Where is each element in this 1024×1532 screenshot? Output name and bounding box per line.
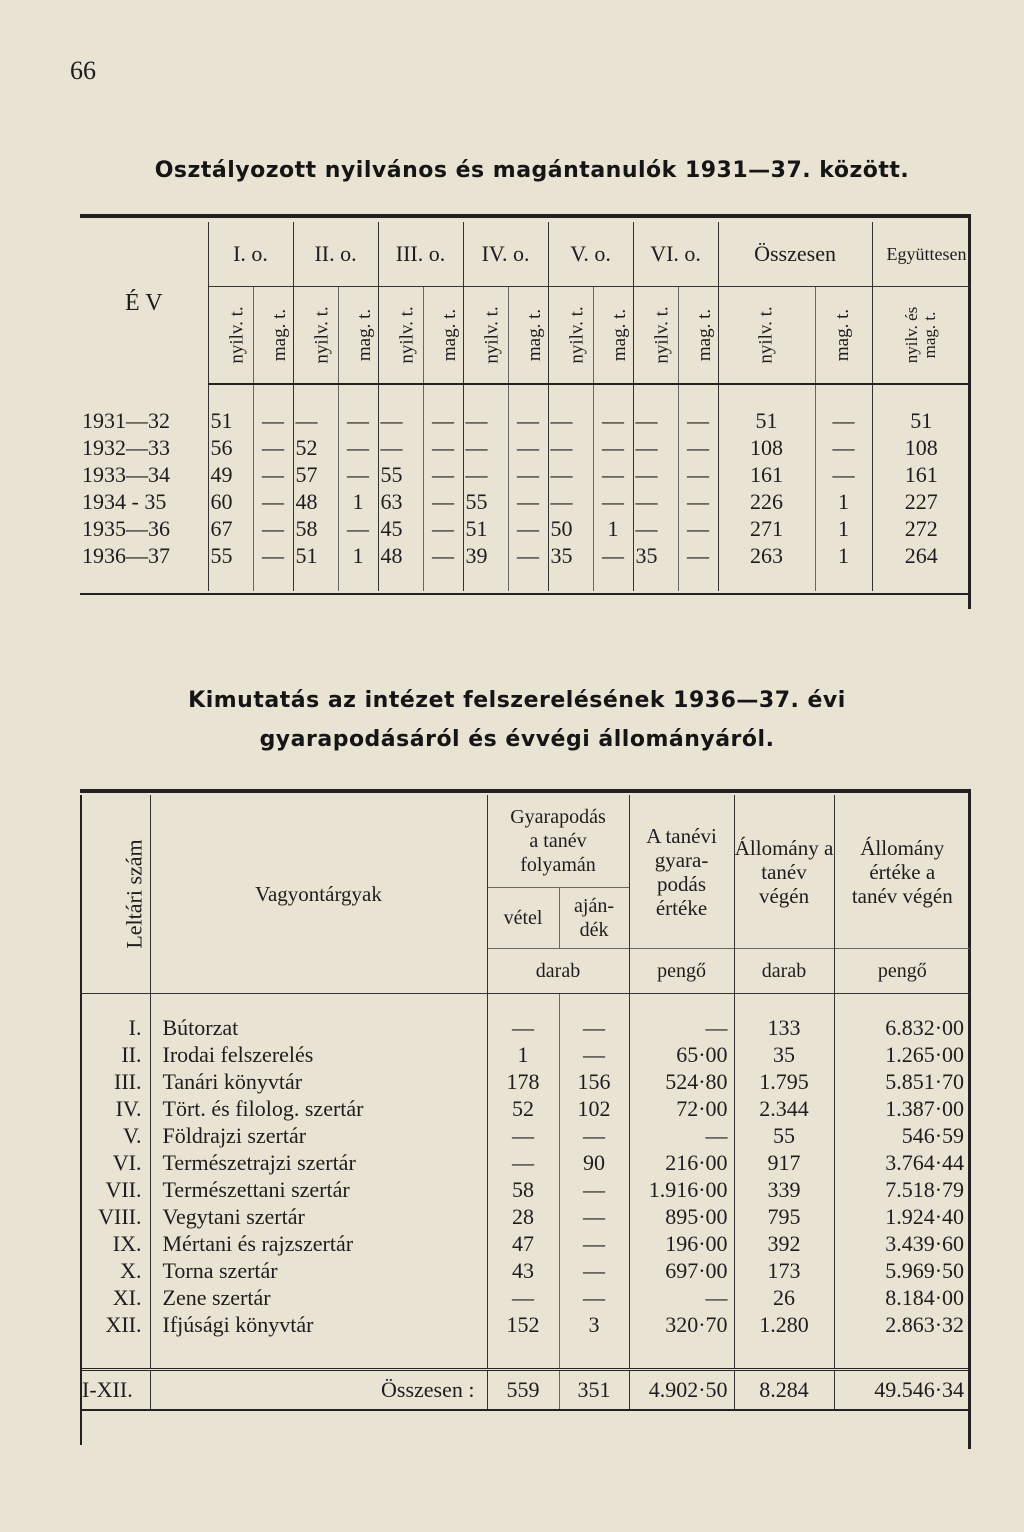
count-cell: — <box>593 434 633 461</box>
stock-value-cell: 2.863·32 <box>834 1311 970 1338</box>
group-header: III. o. <box>378 222 463 287</box>
group-header: IV. o. <box>463 222 548 287</box>
item-name-cell: Torna szertár <box>150 1257 487 1284</box>
item-name-cell: Természettani szertár <box>150 1176 487 1203</box>
count-cell: — <box>633 461 678 488</box>
table2-title-line1: Kimutatás az intézet felszerelésének 1936—37. évi <box>188 688 846 713</box>
growth-value-header: A tanévi gyara- podás értéke <box>629 795 734 949</box>
growth-header: Gyarapodás a tanév folyamán <box>487 795 629 888</box>
item-name-cell: Természetrajzi szertár <box>150 1149 487 1176</box>
count-cell: 50 <box>548 515 593 542</box>
item-name-cell: Mértani és rajzszertár <box>150 1230 487 1257</box>
sub-private: mag. t. <box>353 308 375 362</box>
table1-title: Osztályozott nyilvános és magántanulók 1931—37. között. <box>154 158 910 183</box>
growth-value-cell: 524·80 <box>629 1068 734 1095</box>
count-cell: — <box>423 461 463 488</box>
sub-public: nyilv. t. <box>755 306 777 364</box>
growth-value-cell: — <box>629 1284 734 1311</box>
count-cell: 161 <box>872 461 970 488</box>
count-cell: — <box>338 461 378 488</box>
count-cell: — <box>508 515 548 542</box>
count-cell: 264 <box>872 542 970 569</box>
count-cell: 49 <box>208 461 253 488</box>
count-cell: 108 <box>872 434 970 461</box>
count-cell: 51 <box>463 515 508 542</box>
item-name-cell: Ifjúsági könyvtár <box>150 1311 487 1338</box>
sub-public: nyilv. t. <box>226 306 248 364</box>
stock-value-cell: 1.924·40 <box>834 1203 970 1230</box>
inventory-row <box>80 1284 970 1311</box>
count-cell: 161 <box>718 461 815 488</box>
count-cell: — <box>423 515 463 542</box>
inventory-number-cell: V. <box>122 1123 142 1148</box>
count-cell: — <box>508 488 548 515</box>
count-cell: — <box>678 488 718 515</box>
inventory-row <box>80 1176 970 1203</box>
count-cell: — <box>463 461 508 488</box>
count-cell: 55 <box>378 461 423 488</box>
year-cell: 1936—37 <box>82 543 170 568</box>
year-row <box>80 434 970 461</box>
count-cell: 45 <box>378 515 423 542</box>
count-cell: — <box>253 434 293 461</box>
group-header: V. o. <box>548 222 633 287</box>
inventory-row <box>80 1014 970 1041</box>
count-cell: — <box>253 461 293 488</box>
sub-public: nyilv. t. <box>651 306 673 364</box>
inventory-row <box>80 1230 970 1257</box>
count-cell: — <box>815 434 872 461</box>
growth-value-cell: — <box>629 1122 734 1149</box>
count-cell: — <box>633 407 678 434</box>
count-cell: — <box>378 407 423 434</box>
count-cell: 1 <box>593 515 633 542</box>
total-number: I-XII. <box>80 1370 150 1411</box>
count-cell: 1 <box>815 542 872 569</box>
purchase-cell: 1 <box>487 1041 559 1068</box>
group-header: VI. o. <box>633 222 718 287</box>
count-cell: — <box>338 515 378 542</box>
item-name-cell: Irodai felszerelés <box>150 1041 487 1068</box>
year-cell: 1935—36 <box>82 516 170 541</box>
growth-value-cell: 216·00 <box>629 1149 734 1176</box>
total-stock: 8.284 <box>734 1370 834 1411</box>
group-header: Összesen <box>718 222 872 287</box>
count-cell: — <box>293 407 338 434</box>
count-cell: 1 <box>338 542 378 569</box>
inventory-row <box>80 1257 970 1284</box>
count-cell: — <box>253 542 293 569</box>
year-row <box>80 461 970 488</box>
count-cell: 55 <box>463 488 508 515</box>
count-cell: — <box>678 515 718 542</box>
count-cell: — <box>593 407 633 434</box>
count-cell: — <box>508 461 548 488</box>
inventory-row <box>80 1122 970 1149</box>
count-cell: — <box>378 434 423 461</box>
inventory-number-cell: XII. <box>105 1312 142 1337</box>
year-cell: 1934 - 35 <box>82 489 167 514</box>
count-cell: — <box>338 434 378 461</box>
stock-cell: 339 <box>734 1176 834 1203</box>
count-cell: 57 <box>293 461 338 488</box>
count-cell: — <box>423 434 463 461</box>
count-cell: 60 <box>208 488 253 515</box>
item-name-cell: Bútorzat <box>150 1014 487 1041</box>
students-table <box>80 222 970 591</box>
count-cell: 35 <box>633 542 678 569</box>
sub-private: mag. t. <box>523 308 545 362</box>
gift-cell: 90 <box>559 1149 629 1176</box>
sub-private: mag. t. <box>608 308 630 362</box>
inventory-number-cell: XI. <box>112 1285 142 1310</box>
count-cell: — <box>253 407 293 434</box>
inventory-number-cell: IV. <box>115 1096 142 1121</box>
table2-title-line2: gyarapodásáról és évvégi állományáról. <box>259 727 775 752</box>
stock-cell: 917 <box>734 1149 834 1176</box>
inventory-number-cell: X. <box>120 1258 142 1283</box>
count-cell: — <box>548 434 593 461</box>
inventory-row <box>80 1068 970 1095</box>
stock-cell: 795 <box>734 1203 834 1230</box>
item-name-cell: Földrajzi szertár <box>150 1122 487 1149</box>
growth-value-cell: — <box>629 1014 734 1041</box>
page-number: 66 <box>70 56 96 85</box>
count-cell: 51 <box>293 542 338 569</box>
items-header: Vagyontárgyak <box>150 795 487 994</box>
count-cell: — <box>593 488 633 515</box>
count-cell: 55 <box>208 542 253 569</box>
count-cell: — <box>338 407 378 434</box>
inventory-number-cell: VIII. <box>98 1204 142 1229</box>
count-cell: 67 <box>208 515 253 542</box>
count-cell: — <box>463 407 508 434</box>
count-cell: 1 <box>815 488 872 515</box>
stock-cell: 133 <box>734 1014 834 1041</box>
year-cell: 1933—34 <box>82 462 170 487</box>
total-stock-value: 49.546·34 <box>834 1370 970 1411</box>
inventory-row <box>80 1095 970 1122</box>
count-cell: — <box>633 515 678 542</box>
stock-value-cell: 3.439·60 <box>834 1230 970 1257</box>
inventory-table <box>80 795 970 1411</box>
purchase-cell: 28 <box>487 1203 559 1230</box>
total-growth-value: 4.902·50 <box>629 1370 734 1411</box>
item-name-cell: Vegytani szertár <box>150 1203 487 1230</box>
count-cell: — <box>548 488 593 515</box>
count-cell: — <box>815 407 872 434</box>
inventory-row <box>80 1041 970 1068</box>
count-cell: — <box>678 407 718 434</box>
count-cell: 48 <box>293 488 338 515</box>
growth-value-cell: 320·70 <box>629 1311 734 1338</box>
count-cell: 48 <box>378 542 423 569</box>
inventory-number-cell: II. <box>121 1042 142 1067</box>
gift-cell: 102 <box>559 1095 629 1122</box>
count-cell: — <box>815 461 872 488</box>
count-cell: — <box>593 542 633 569</box>
gift-cell: — <box>559 1041 629 1068</box>
stock-value-cell: 6.832·00 <box>834 1014 970 1041</box>
sub-together: nyilv. és mag. t. <box>902 306 940 363</box>
gift-cell: — <box>559 1014 629 1041</box>
count-cell: — <box>423 407 463 434</box>
growth-value-cell: 895·00 <box>629 1203 734 1230</box>
item-name-cell: Tört. és filolog. szertár <box>150 1095 487 1122</box>
gift-cell: 156 <box>559 1068 629 1095</box>
count-cell: 51 <box>872 407 970 434</box>
gift-cell: — <box>559 1284 629 1311</box>
total-gift: 351 <box>559 1370 629 1411</box>
stock-value-header: Állomány értéke a tanév végén <box>834 795 970 949</box>
year-row <box>80 407 970 434</box>
gift-header: aján- dék <box>559 888 629 949</box>
count-cell: 51 <box>208 407 253 434</box>
growth-value-cell: 196·00 <box>629 1230 734 1257</box>
count-cell: 227 <box>872 488 970 515</box>
count-cell: — <box>548 407 593 434</box>
stock-cell: 26 <box>734 1284 834 1311</box>
sub-public: nyilv. t. <box>481 306 503 364</box>
gift-cell: — <box>559 1230 629 1257</box>
inventory-row <box>80 1311 970 1338</box>
stock-cell: 1.280 <box>734 1311 834 1338</box>
group-header: I. o. <box>208 222 293 287</box>
gift-cell: — <box>559 1203 629 1230</box>
sub-private: mag. t. <box>438 308 460 362</box>
count-cell: — <box>633 434 678 461</box>
gift-cell: — <box>559 1122 629 1149</box>
stock-value-cell: 1.265·00 <box>834 1041 970 1068</box>
sub-public: nyilv. t. <box>396 306 418 364</box>
year-row <box>80 488 970 515</box>
stock-value-cell: 546·59 <box>834 1122 970 1149</box>
together-header: Együttesen <box>872 222 970 287</box>
sub-private: mag. t. <box>268 308 290 362</box>
stock-value-cell: 3.764·44 <box>834 1149 970 1176</box>
inventory-row <box>80 1203 970 1230</box>
total-row <box>80 1370 970 1411</box>
unit-pengo2: pengő <box>834 949 970 994</box>
inventory-number-cell: VII. <box>105 1177 142 1202</box>
stock-value-cell: 7.518·79 <box>834 1176 970 1203</box>
gift-cell: — <box>559 1257 629 1284</box>
growth-value-cell: 697·00 <box>629 1257 734 1284</box>
growth-value-cell: 72·00 <box>629 1095 734 1122</box>
stock-cell: 35 <box>734 1041 834 1068</box>
growth-value-cell: 1.916·00 <box>629 1176 734 1203</box>
year-cell: 1931—32 <box>82 408 170 433</box>
stock-cell: 392 <box>734 1230 834 1257</box>
sub-public: nyilv. t. <box>311 306 333 364</box>
stock-header: Állomány a tanév végén <box>734 795 834 949</box>
count-cell: 226 <box>718 488 815 515</box>
count-cell: — <box>508 407 548 434</box>
year-cell: 1932—33 <box>82 435 170 460</box>
table1-top-rule <box>80 214 970 218</box>
stock-cell: 55 <box>734 1122 834 1149</box>
item-name-cell: Zene szertár <box>150 1284 487 1311</box>
count-cell: — <box>678 434 718 461</box>
count-cell: — <box>633 488 678 515</box>
purchase-header: vétel <box>487 888 559 949</box>
count-cell: — <box>678 542 718 569</box>
year-row <box>80 542 970 569</box>
purchase-cell: 47 <box>487 1230 559 1257</box>
count-cell: — <box>253 488 293 515</box>
purchase-cell: — <box>487 1122 559 1149</box>
growth-value-cell: 65·00 <box>629 1041 734 1068</box>
count-cell: — <box>253 515 293 542</box>
count-cell: 39 <box>463 542 508 569</box>
count-cell: — <box>548 461 593 488</box>
count-cell: 1 <box>815 515 872 542</box>
purchase-cell: 58 <box>487 1176 559 1203</box>
count-cell: 52 <box>293 434 338 461</box>
unit-piece2: darab <box>734 949 834 994</box>
stock-value-cell: 1.387·00 <box>834 1095 970 1122</box>
inventory-number-cell: III. <box>114 1069 142 1094</box>
count-cell: — <box>678 461 718 488</box>
count-cell: 63 <box>378 488 423 515</box>
purchase-cell: — <box>487 1284 559 1311</box>
gift-cell: 3 <box>559 1311 629 1338</box>
gift-cell: — <box>559 1176 629 1203</box>
count-cell: — <box>423 542 463 569</box>
stock-value-cell: 8.184·00 <box>834 1284 970 1311</box>
unit-pengo: pengő <box>629 949 734 994</box>
count-cell: 51 <box>718 407 815 434</box>
count-cell: 35 <box>548 542 593 569</box>
inventory-number-cell: I. <box>128 1015 142 1040</box>
inventory-number-cell: VI. <box>112 1150 142 1175</box>
count-cell: — <box>508 434 548 461</box>
table2-top-rule <box>80 789 970 793</box>
count-cell: — <box>423 488 463 515</box>
group-header: II. o. <box>293 222 378 287</box>
count-cell: 272 <box>872 515 970 542</box>
item-name-cell: Tanári könyvtár <box>150 1068 487 1095</box>
purchase-cell: 52 <box>487 1095 559 1122</box>
unit-piece: darab <box>487 949 629 994</box>
count-cell: — <box>508 542 548 569</box>
total-purchase: 559 <box>487 1370 559 1411</box>
purchase-cell: — <box>487 1149 559 1176</box>
table1-bottom-rule <box>80 593 970 595</box>
stock-value-cell: 5.851·70 <box>834 1068 970 1095</box>
purchase-cell: 152 <box>487 1311 559 1338</box>
inventory-number-header: Leltári szám <box>121 839 147 949</box>
count-cell: 56 <box>208 434 253 461</box>
purchase-cell: — <box>487 1014 559 1041</box>
purchase-cell: 43 <box>487 1257 559 1284</box>
count-cell: 58 <box>293 515 338 542</box>
year-header: É V <box>124 289 163 316</box>
inventory-row <box>80 1149 970 1176</box>
stock-cell: 173 <box>734 1257 834 1284</box>
count-cell: 108 <box>718 434 815 461</box>
sub-private: mag. t. <box>693 308 715 362</box>
count-cell: 263 <box>718 542 815 569</box>
count-cell: 271 <box>718 515 815 542</box>
sub-public: nyilv. t. <box>566 306 588 364</box>
stock-value-cell: 5.969·50 <box>834 1257 970 1284</box>
inventory-number-cell: IX. <box>112 1231 142 1256</box>
stock-cell: 1.795 <box>734 1068 834 1095</box>
year-row <box>80 515 970 542</box>
sub-private: mag. t. <box>832 308 854 362</box>
count-cell: 1 <box>338 488 378 515</box>
stock-cell: 2.344 <box>734 1095 834 1122</box>
count-cell: — <box>463 434 508 461</box>
count-cell: — <box>593 461 633 488</box>
purchase-cell: 178 <box>487 1068 559 1095</box>
total-label: Összesen : <box>150 1370 487 1411</box>
